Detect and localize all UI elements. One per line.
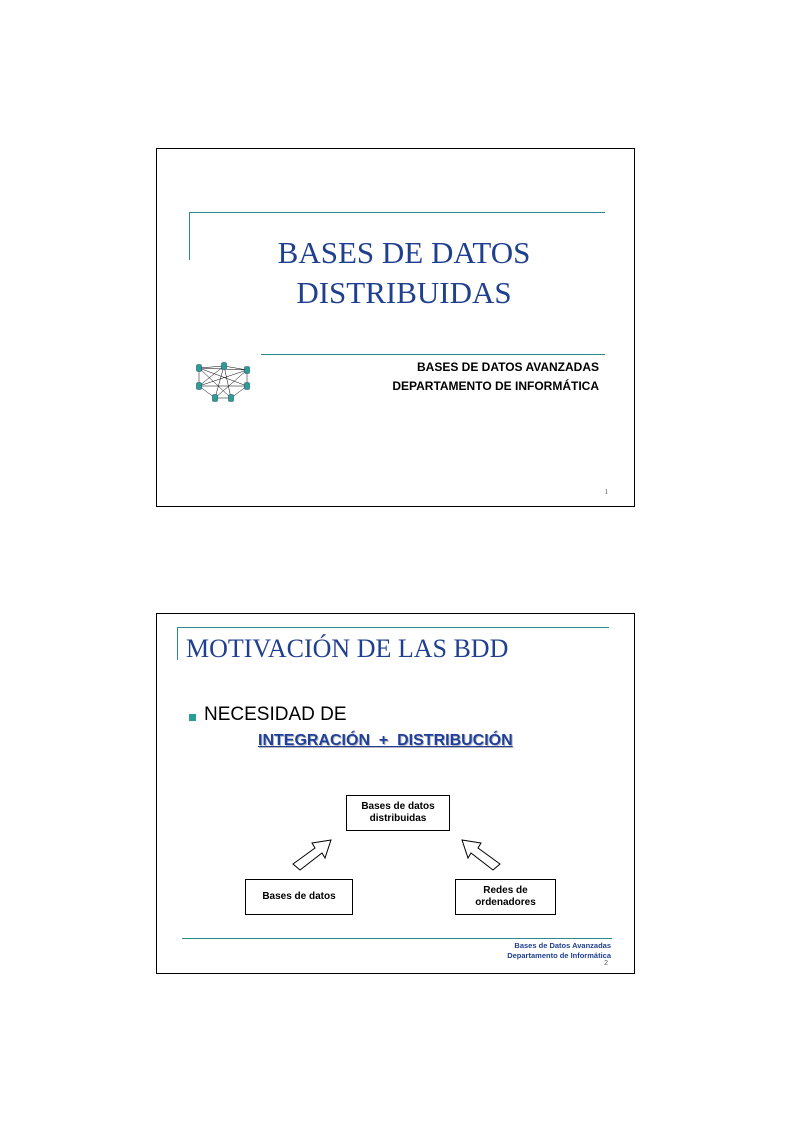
arrow-up-left-icon: [452, 834, 508, 880]
footer-department: Departamento de Informática: [507, 951, 611, 960]
title-left-rule: [177, 627, 178, 660]
box-left-text: Bases de datos: [262, 891, 336, 902]
box-computer-networks: [455, 879, 556, 915]
footer-rule: [182, 938, 612, 939]
subtitle-department: DEPARTAMENTO DE INFORMÁTICA: [392, 379, 599, 393]
box-right-line-1: Redes de: [483, 885, 528, 896]
page-number: 2: [604, 960, 608, 967]
emphasis-text: INTEGRACIÓN + DISTRIBUCIÓN: [258, 732, 513, 749]
slide-2-title: MOTIVACIÓN DE LAS BDD: [186, 634, 509, 663]
box-top-line-1: Bases de datos: [361, 801, 435, 812]
footer-course: Bases de Datos Avanzadas: [514, 941, 611, 950]
bullet-square-icon: [189, 714, 196, 721]
subtitle-course: BASES DE DATOS AVANZADAS: [416, 360, 599, 374]
box-top-line-2: distribuidas: [369, 813, 427, 824]
arrow-up-right-icon: [285, 834, 341, 880]
box-distributed-databases: [346, 795, 450, 831]
page-number: 1: [604, 488, 608, 496]
slide-1: [156, 148, 635, 507]
title-line-2: DISTRIBUIDAS: [296, 275, 512, 310]
title-left-rule: [189, 212, 190, 260]
bullet-text: NECESIDAD DE: [204, 704, 347, 725]
subtitle-rule: [261, 354, 605, 355]
slide-2: [156, 613, 635, 974]
title-line-1: BASES DE DATOS: [277, 235, 531, 270]
network-databases-icon: [193, 359, 253, 407]
box-right-line-2: ordenadores: [475, 897, 536, 908]
box-databases: [245, 879, 353, 915]
slide-1-title: [207, 233, 601, 313]
title-top-rule: [177, 627, 609, 628]
title-top-rule: [189, 212, 605, 213]
